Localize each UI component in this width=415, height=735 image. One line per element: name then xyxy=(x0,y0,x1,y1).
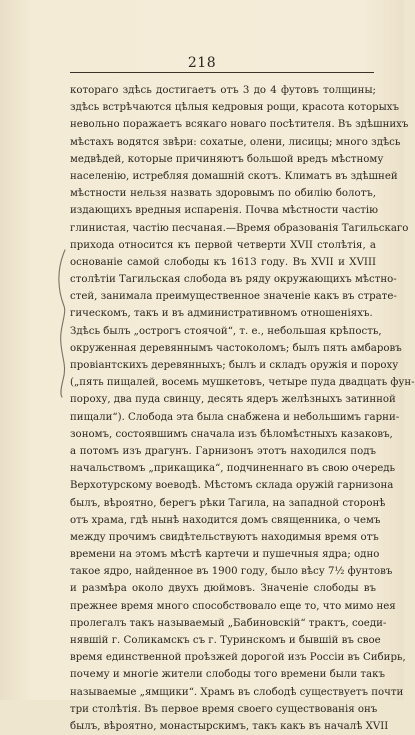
text-line: столѣтіи Тагильская слобода въ ряду окружающихъ мѣстно- xyxy=(70,274,397,286)
text-line: глинистая, частію песчаная.—Время образованія Тагильскаго xyxy=(70,222,409,234)
text-line: и размѣра около двухъ дюймовъ. Значеніе слободы въ xyxy=(70,583,376,595)
text-line: котораго здѣсь достигаетъ отъ 3 до 4 футовъ толщины; xyxy=(70,85,376,96)
pencil-margin-mark xyxy=(53,248,69,398)
text-line: провіантскихъ деревянныхъ; былъ и складъ оружія и пороху xyxy=(70,360,399,371)
body-text xyxy=(70,82,415,735)
text-line: гическомъ, такъ и въ административномъ отношеніяхъ. xyxy=(70,308,373,320)
text-line: мѣстахъ водятся звѣри: сохатые, олени, лисицы; много здѣсь xyxy=(70,136,401,148)
text-line: былъ, вѣроятно, монастырскимъ, такъ какъ въ началѣ XVII xyxy=(70,720,389,732)
header-rule xyxy=(70,72,374,73)
text-line: пороху, два пуда свинцу, десять ядеръ желѣзныхъ затинной xyxy=(70,394,396,406)
text-line: Здѣсь былъ „острогъ стоячой“, т. е., небольшая крѣпость, xyxy=(70,325,382,337)
text-line: отъ храма, гдѣ нынѣ находится домъ священника, о чемъ xyxy=(70,514,381,526)
text-line: пролегалъ такъ называемый „Бабиновскій“ трактъ, соеди- xyxy=(70,617,387,629)
text-line: стей, занимала преимущественное значеніе какъ въ страте- xyxy=(70,291,397,303)
text-line: прежнее время много способствовало еще то, что мимо нея xyxy=(70,600,396,612)
text-line: зономъ, состоявшимъ сначала изъ бѣломѣстныхъ казаковъ, xyxy=(70,428,393,440)
text-line: Верхотурскому воеводѣ. Мѣстомъ склада оружій гарнизона xyxy=(70,480,394,492)
text-line: начальствомъ „прикащика“, подчиненнаго въ свою очередь xyxy=(70,463,396,475)
text-line: а потомъ изъ драгунъ. Гарнизонъ этотъ находился подъ xyxy=(70,445,376,457)
text-line: мѣстности нельзя назвать здоровымъ по обилію болотъ, xyxy=(70,188,376,200)
text-line: нявшій г. Соликамскъ съ г. Туринскомъ и бывшій въ свое xyxy=(70,635,381,646)
text-line: былъ, вѣроятно, берегъ рѣки Тагила, на западной сторонѣ xyxy=(70,497,386,509)
text-line: здѣсь встрѣчаются цѣлыя кедровыя рощи, красота которыхъ xyxy=(70,102,399,114)
text-line: невольно поражаетъ всякаго новаго посѣтителя. Въ здѣшнихъ xyxy=(70,119,409,131)
text-line: время единственной проѣзжей дорогой изъ Россіи въ Сибирь, xyxy=(70,652,406,664)
text-line: прихода относится къ первой четверти XVII столѣтія, а xyxy=(70,239,376,251)
page-number: 218 xyxy=(187,55,217,71)
text-line: три столѣтія. Въ первое время своего существованія онъ xyxy=(70,703,378,715)
text-line: окруженная деревяннымъ частоколомъ; былъ пять амбаровъ xyxy=(70,342,402,354)
text-line: называемые „ямщики“. Храмъ въ слободѣ существуетъ почти xyxy=(70,686,404,698)
text-line: почему и многіе жители слободы того времени были такъ xyxy=(70,669,385,681)
text-line: издающихъ вредныя испаренія. Почва мѣстности частію xyxy=(70,205,379,217)
text-line: населенію, истребляя домашній скотъ. Климатъ въ здѣшней xyxy=(70,170,398,182)
text-line: времени на этомъ мѣстѣ картечи и пушечныя ядра; одно xyxy=(70,549,380,561)
text-line: основаніе самой слободы къ 1613 году. Въ XVII и XVIII xyxy=(70,256,376,268)
text-line: между прочимъ свидѣтельствуютъ находимыя время отъ xyxy=(70,531,379,543)
text-line: („пять пищалей, восемь мушкетовъ, четыре пуда двадцать фун- xyxy=(70,377,415,389)
text-line: пищали“). Слобода эта была снабжена и небольшимъ гарни- xyxy=(70,411,400,423)
text-line: такое ядро, найденное въ 1900 году, было вѣсу 7½ фунтовъ xyxy=(70,566,393,578)
text-line: медвѣдей, которые причиняютъ большой вредъ мѣстному xyxy=(70,153,384,165)
